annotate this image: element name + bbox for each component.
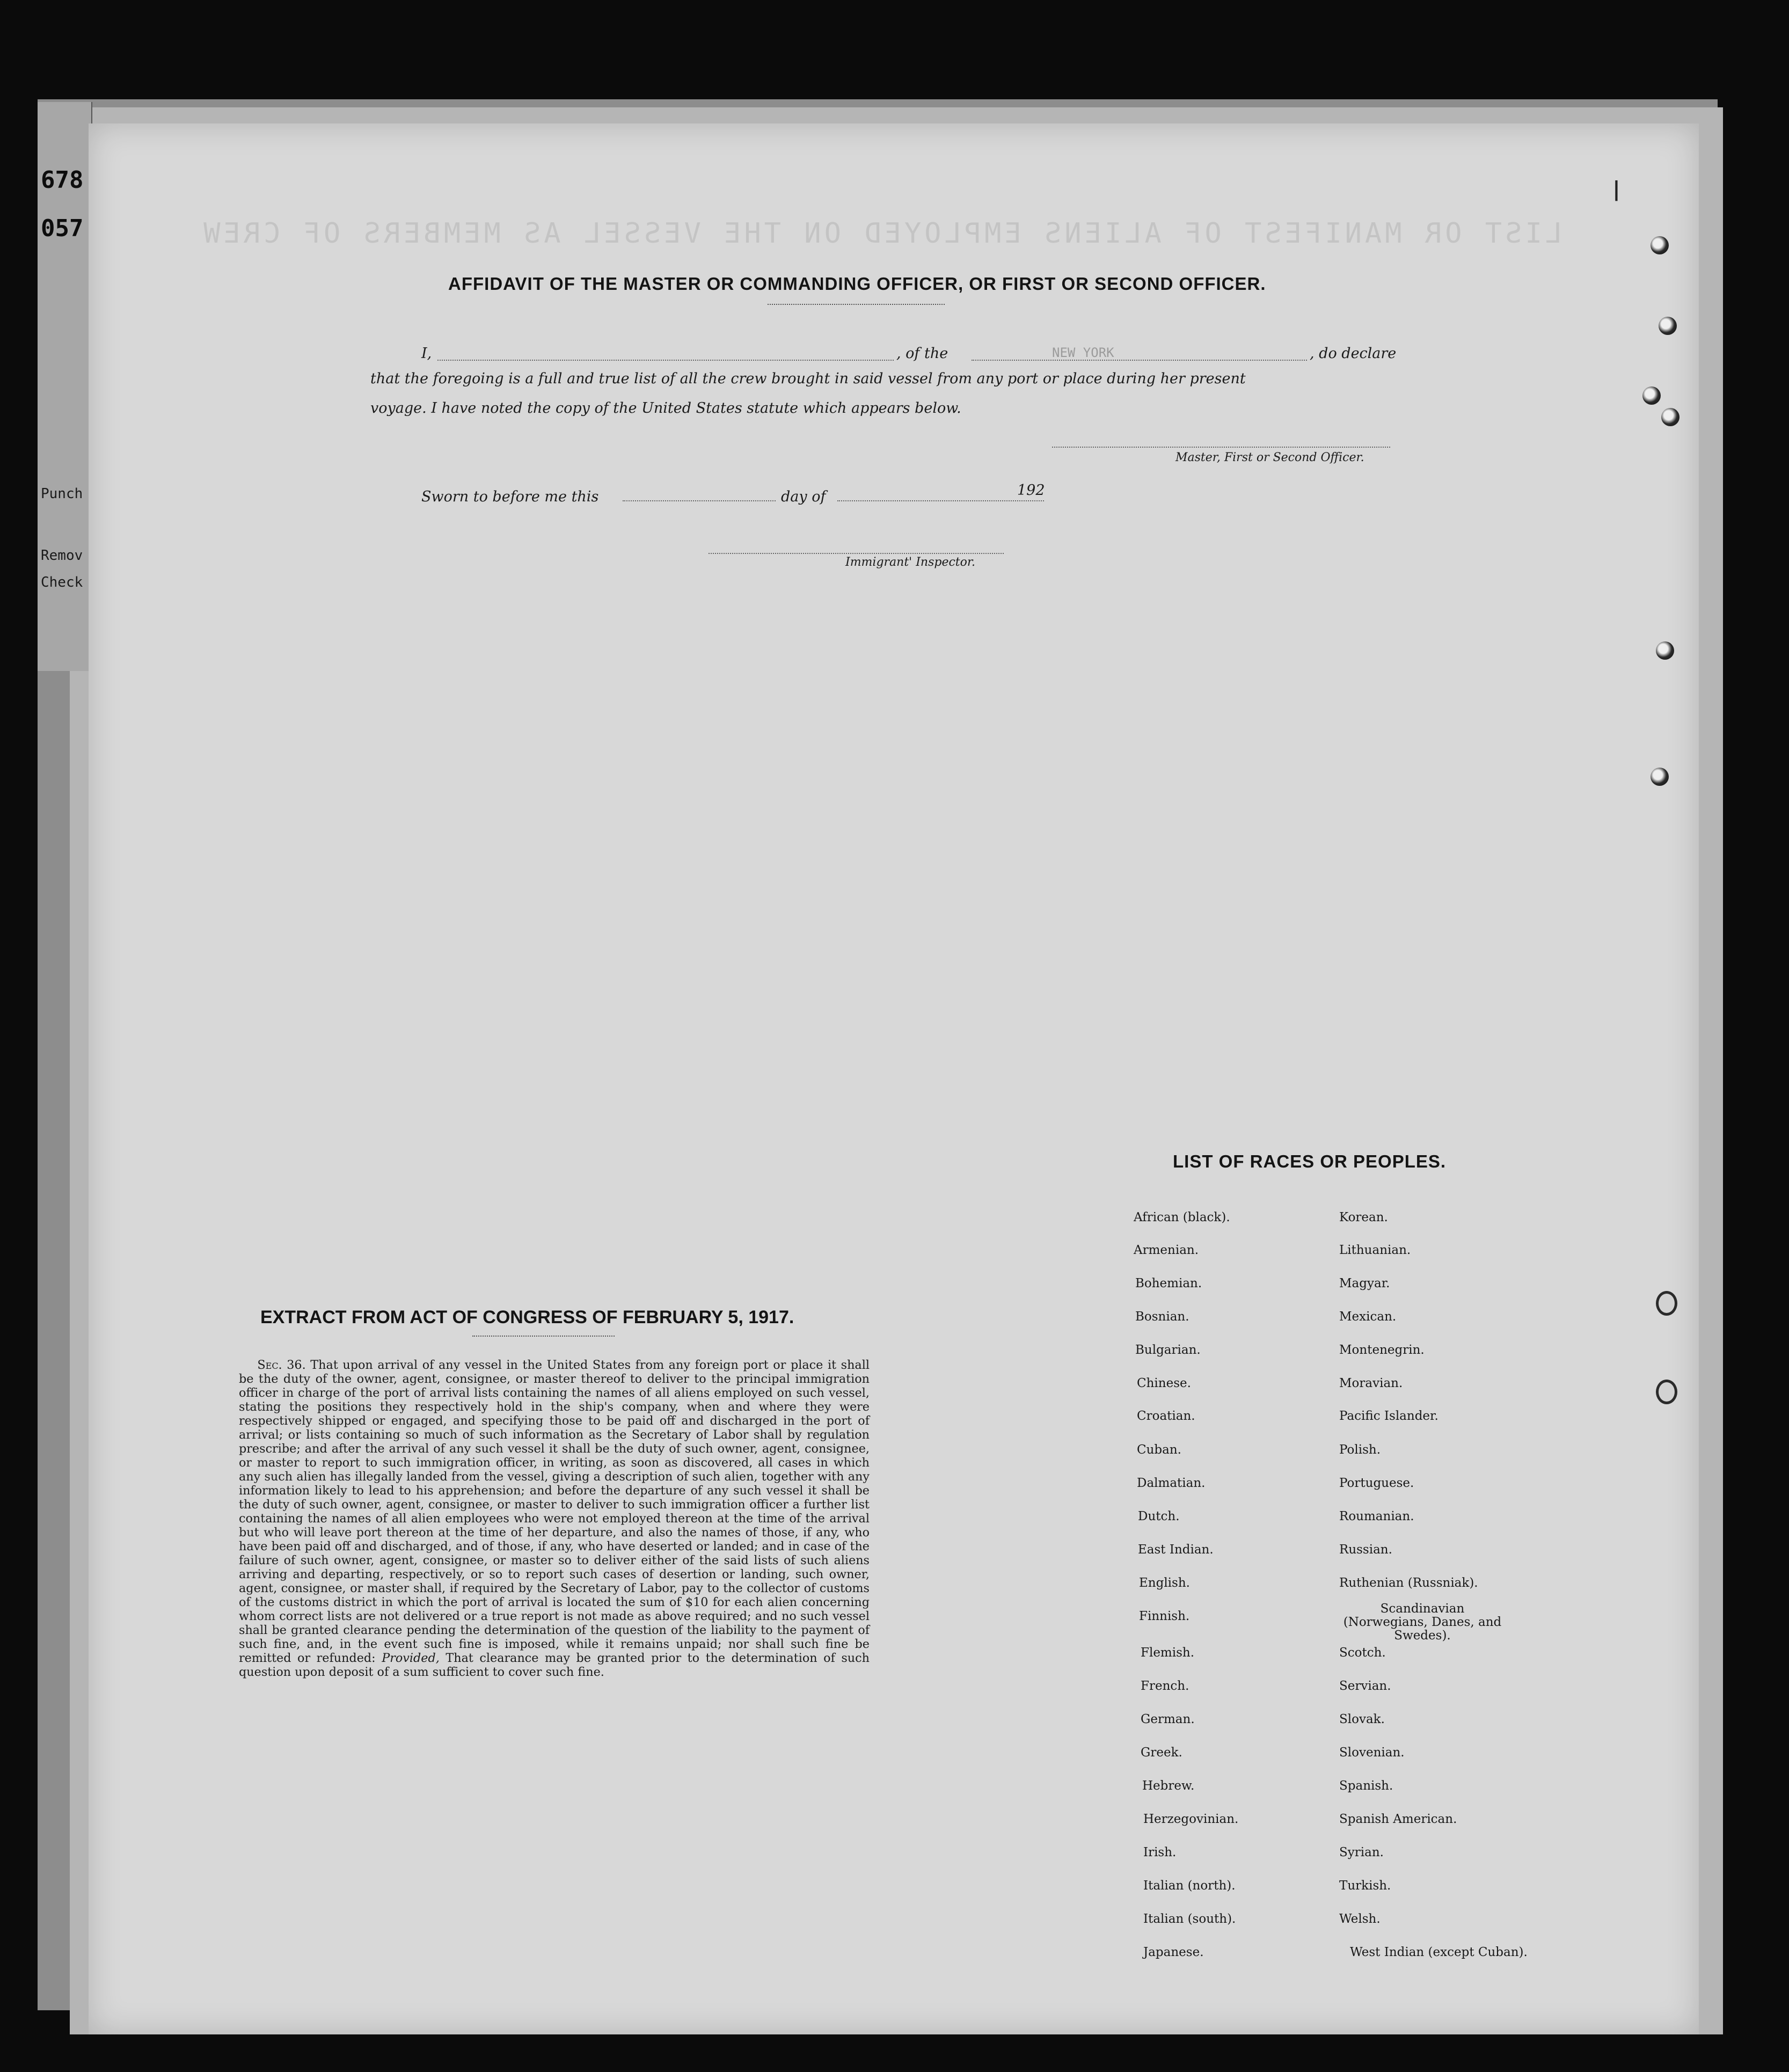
race-item: East Indian. [1138, 1543, 1214, 1557]
race-item: Armenian. [1134, 1243, 1199, 1257]
day-of-label: day of [781, 488, 826, 505]
race-item: Bosnian. [1135, 1310, 1189, 1324]
race-item: English. [1139, 1576, 1190, 1590]
race-item: Dutch. [1138, 1509, 1180, 1523]
race-item: Chinese. [1137, 1376, 1191, 1390]
race-item: Slovak. [1339, 1712, 1385, 1726]
statute-provided: Provided, [382, 1651, 440, 1665]
statute-section: Sec. 36. [257, 1358, 306, 1372]
race-item: Cuban. [1137, 1443, 1181, 1457]
statute-text [239, 1358, 870, 1679]
race-item: Italian (south). [1143, 1912, 1236, 1926]
title-divider [768, 304, 945, 305]
race-item: Montenegrin. [1339, 1343, 1425, 1357]
affidavit-line-3: voyage. I have noted the copy of the United States statute which appears below. [370, 400, 961, 417]
binder-ring-icon [1656, 1380, 1677, 1404]
sworn-month-blank [837, 500, 1044, 501]
race-item: French. [1141, 1679, 1189, 1693]
race-item: Mexican. [1339, 1310, 1397, 1324]
race-item: Lithuanian. [1339, 1243, 1411, 1257]
sworn-day-blank [623, 500, 776, 501]
race-item: Bohemian. [1135, 1276, 1202, 1290]
statute-body: That upon arrival of any vessel in the United States from any foreign port or place it shall be the duty of the owner, agent, consignee, or master thereof to deliver to the principal immigration officer in charge of the port of arrival lists containing the names of all aliens employed on such vessel, stating the positions they respectively hold in the ship's company, when and where they were respectively shipped or engaged, and specifying those to be paid off and discharged in the port of arrival; or lists containing so much of such information as the Secretary of Labor shall by regulation prescribe; and after the arrival of any such vessel it shall be the duty of such owner, agent, consignee, or master to report to such immigration officer, in writing, as soon as discovered, all cases in which any such alien has illegally landed from the vessel, giving a description of such alien, together with any information likely to lead to his apprehension; and before the departure of any such vessel it shall be the duty of such owner, agent, consignee, or master to deliver to such immigration officer a further list containing the names of all alien employees who were not employed thereon at the time of the arrival but who will leave port thereon at the time of her departure, and also the names of those, if any, who have been paid off and discharged, and of those, if any, who have deserted or landed; and in case of the failure of such owner, agent, consignee, or master so to deliver either of the said lists of such aliens arriving and departing, respectively, or so to report such cases of desertion or landing, such owner, agent, consignee, or master shall, if required by the Secretary of Labor, pay to the collector of customs of the customs district in which the port of arrival is located the sum of $10 for each alien concerning whom correct lists are not delivered or a true report is not made as above required; and no such vessel shall be granted clearance pending the determination of the question of the liability to the payment of such fine, and, in the event such fine is imposed, while it remains unpaid; nor shall such fine be remitted or refunded: [239, 1358, 870, 1665]
race-item: German. [1141, 1712, 1195, 1726]
margin-punch-label: Punch [41, 486, 83, 502]
year-label: 192 [1017, 482, 1045, 499]
affidavit-title: AFFIDAVIT OF THE MASTER OR COMMANDING OFFICER, OR FIRST OR SECOND OFFICER. [448, 274, 1266, 294]
binder-hole-icon [1642, 386, 1661, 405]
race-item: Spanish. [1339, 1779, 1393, 1793]
race-item: Pacific Islander. [1339, 1409, 1438, 1423]
margin-number-2: 057 [41, 215, 84, 242]
race-item: Herzegovinian. [1143, 1812, 1239, 1826]
races-title: LIST OF RACES OR PEOPLES. [1173, 1151, 1447, 1171]
race-item: Servian. [1339, 1679, 1391, 1693]
race-item: Portuguese. [1339, 1476, 1414, 1490]
inspector-label: Immigrant' Inspector. [845, 556, 975, 569]
binder-hole-icon [1651, 236, 1669, 254]
race-item: African (black). [1134, 1210, 1230, 1224]
race-item: Magyar. [1339, 1276, 1390, 1290]
race-item: Croatian. [1137, 1409, 1195, 1423]
bleed-through-header: LIST OR MANIFEST OF ALIENS EMPLOYED ON THE VESSEL AS MEMBERS OF CREW [200, 217, 1562, 250]
binder-hole-icon [1659, 317, 1677, 335]
name-blank-line [437, 360, 894, 361]
race-item: Ruthenian (Russniak). [1339, 1576, 1478, 1590]
race-item: Roumanian. [1339, 1509, 1414, 1523]
race-item: Welsh. [1339, 1912, 1381, 1926]
vessel-blank-line [972, 360, 1307, 361]
race-item: Turkish. [1339, 1879, 1391, 1893]
race-item: Syrian. [1339, 1845, 1384, 1859]
race-item: Hebrew. [1142, 1779, 1195, 1793]
binder-hole-icon [1661, 408, 1680, 426]
affidavit-line-2: that the foregoing is a full and true list of all the crew brought in said vessel from any port or place during her present [370, 370, 1246, 387]
sworn-label: Sworn to before me this [421, 488, 599, 505]
race-item: Flemish. [1141, 1646, 1195, 1660]
inspector-blank-line [709, 553, 1004, 554]
vessel-port-stamp: NEW YORK [1052, 345, 1114, 360]
race-item: Italian (north). [1143, 1879, 1236, 1893]
affidavit-i-label: I, [421, 345, 432, 362]
signature-label: Master, First or Second Officer. [1175, 451, 1364, 464]
race-item: Greek. [1141, 1746, 1182, 1760]
race-item: Scotch. [1339, 1646, 1386, 1660]
extract-title: EXTRACT FROM ACT OF CONGRESS OF FEBRUARY 5, 1917. [260, 1307, 794, 1327]
race-item: Korean. [1339, 1210, 1388, 1224]
extract-divider [472, 1336, 615, 1337]
corner-tick-mark: | [1610, 177, 1623, 201]
binder-hole-icon [1656, 641, 1674, 660]
binder-ring-icon [1656, 1291, 1677, 1316]
race-item: Russian. [1339, 1543, 1392, 1557]
signature-blank-line [1052, 447, 1390, 448]
margin-check-label: Check [41, 574, 83, 590]
margin-remov-label: Remov [41, 548, 83, 564]
race-item: Polish. [1339, 1443, 1381, 1457]
binder-hole-icon [1651, 768, 1669, 786]
race-item: Scandinavian (Norwegians, Danes, and Swedes). [1343, 1602, 1502, 1643]
race-item: Finnish. [1139, 1609, 1190, 1623]
margin-number-1: 678 [41, 166, 84, 194]
race-item: Slovenian. [1339, 1746, 1405, 1760]
statute-tail: That clearance may be granted prior to the determination of such question upon deposit of a sum sufficient to cover such fine. [239, 1651, 870, 1679]
affidavit-of-the-label: , of the [896, 345, 948, 362]
race-item: Moravian. [1339, 1376, 1403, 1390]
race-item: West Indian (except Cuban). [1350, 1945, 1528, 1959]
race-item: Dalmatian. [1137, 1476, 1206, 1490]
race-item: Irish. [1143, 1845, 1177, 1859]
race-item: Spanish American. [1339, 1812, 1457, 1826]
affidavit-declare-label: , do declare [1310, 345, 1397, 362]
race-item: Bulgarian. [1135, 1343, 1201, 1357]
race-item: Japanese. [1143, 1945, 1204, 1959]
